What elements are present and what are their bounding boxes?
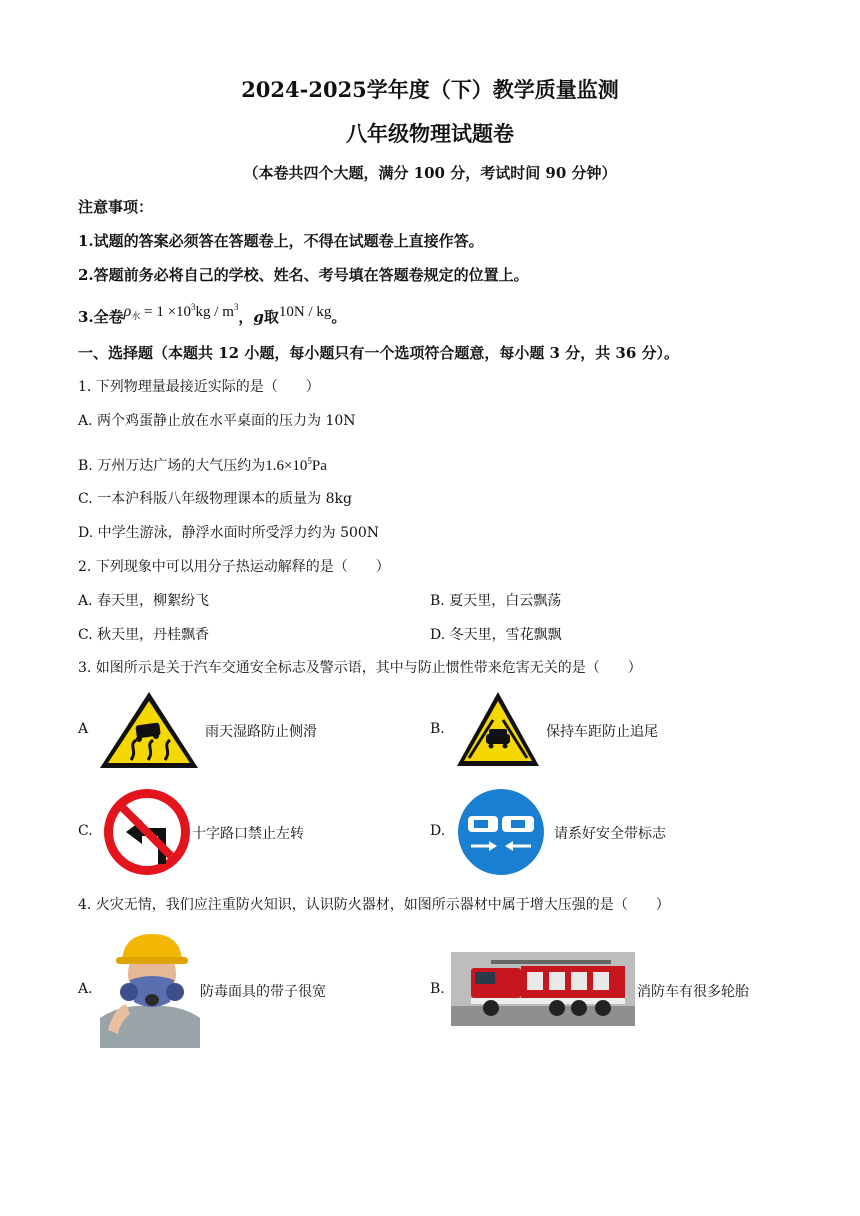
pressure-formula bbox=[265, 458, 327, 474]
q2-option-c: C. 秋天里，丹桂飘香 bbox=[78, 627, 210, 643]
q4-option-b-text: 消防车有很多轮胎 bbox=[637, 984, 749, 1000]
q1-option-d: D. 中学生游泳，静浮水面时所受浮力约为 500N bbox=[78, 525, 380, 541]
gas-mask-worker-icon bbox=[100, 930, 200, 1048]
note-item-3 bbox=[78, 303, 346, 332]
exam-subtitle: 八年级物理试题卷 bbox=[346, 121, 514, 146]
q1-option-a: A. 两个鸡蛋静止放在水平桌面的压力为 10N bbox=[78, 413, 356, 429]
q3-option-d-text: 请系好安全带标志 bbox=[554, 826, 666, 842]
note-item-3-sep: ， bbox=[238, 308, 254, 326]
g-symbol: g bbox=[253, 308, 264, 326]
rho-unit-exponent: 3 bbox=[233, 302, 239, 312]
note-item-3-prefix: 3.全卷 bbox=[78, 308, 124, 326]
rho-exponent: 3 bbox=[191, 302, 196, 312]
q1-option-b bbox=[78, 451, 327, 476]
note-item-1: 1.试题的答案必须答在答题卷上，不得在试题卷上直接作答。 bbox=[78, 232, 484, 250]
q2-option-b: B. 夏天里，白云飘荡 bbox=[430, 593, 562, 609]
rho-subscript: 水 bbox=[131, 311, 141, 321]
q3-option-a-letter: A bbox=[78, 721, 89, 737]
q4-option-b-letter: B. bbox=[430, 981, 445, 997]
fire-truck-icon bbox=[451, 952, 635, 1026]
slippery-road-sign-icon bbox=[98, 690, 200, 770]
q3-option-d-letter: D. bbox=[430, 823, 446, 839]
q3-option-a-text: 雨天湿路防止侧滑 bbox=[205, 724, 317, 740]
section-1-heading: 一、选择题（本题共 12 小题，每小题只有一个选项符合题意，每小题 3 分，共 36 分）。 bbox=[78, 344, 680, 362]
exam-title: 2024-2025学年度（下）教学质量监测 bbox=[241, 77, 619, 102]
q4-option-a-text: 防毒面具的带子很宽 bbox=[200, 984, 326, 1000]
q1-option-b-prefix: B. 万州万达广场的大气压约为 bbox=[78, 458, 266, 474]
g-value: 10N / kg bbox=[278, 304, 332, 320]
keep-distance-sign-icon bbox=[455, 690, 541, 768]
pressure-value: 1.6×10 bbox=[265, 458, 308, 474]
q3-stem: 3. 如图所示是关于汽车交通安全标志及警示语，其中与防止惯性带来危害无关的是（ ） bbox=[78, 660, 642, 676]
rho-symbol: ρ bbox=[123, 303, 132, 320]
q4-option-a-letter: A. bbox=[78, 981, 93, 997]
q1-stem: 1. 下列物理量最接近实际的是（ ） bbox=[78, 379, 320, 395]
q3-option-c-letter: C. bbox=[78, 823, 93, 839]
note-item-2: 2.答题前务必将自己的学校、姓名、考号填在答题卷规定的位置上。 bbox=[78, 266, 529, 284]
exam-info: （本卷共四个大题，满分 100 分，考试时间 90 分钟） bbox=[243, 164, 617, 182]
note-item-3-end: 。 bbox=[331, 308, 347, 326]
q3-option-b-text: 保持车距防止追尾 bbox=[546, 724, 658, 740]
q3-option-c-text: 十字路口禁止左转 bbox=[192, 826, 304, 842]
density-formula bbox=[124, 304, 239, 320]
pressure-exponent: 5 bbox=[307, 456, 312, 466]
q2-option-d: D. 冬天里，雪花飘飘 bbox=[430, 627, 562, 643]
q2-option-a: A. 春天里，柳絮纷飞 bbox=[78, 593, 210, 609]
q1-option-c: C. 一本沪科版八年级物理课本的质量为 8kg bbox=[78, 491, 352, 507]
rho-unit: kg / m bbox=[195, 304, 234, 320]
seatbelt-sign-icon bbox=[455, 788, 547, 876]
pressure-unit: Pa bbox=[311, 458, 327, 474]
q3-option-b-letter: B. bbox=[430, 721, 445, 737]
q4-stem: 4. 火灾无情，我们应注重防火知识，认识防火器材，如图所示器材中属于增大压强的是（ ） bbox=[78, 897, 670, 913]
rho-value: = 1 ×10 bbox=[144, 304, 192, 320]
note-item-3-take: 取 bbox=[263, 308, 279, 326]
notes-heading: 注意事项： bbox=[78, 198, 154, 216]
q2-stem: 2. 下列现象中可以用分子热运动解释的是（ ） bbox=[78, 559, 390, 575]
no-left-turn-sign-icon bbox=[102, 788, 192, 876]
